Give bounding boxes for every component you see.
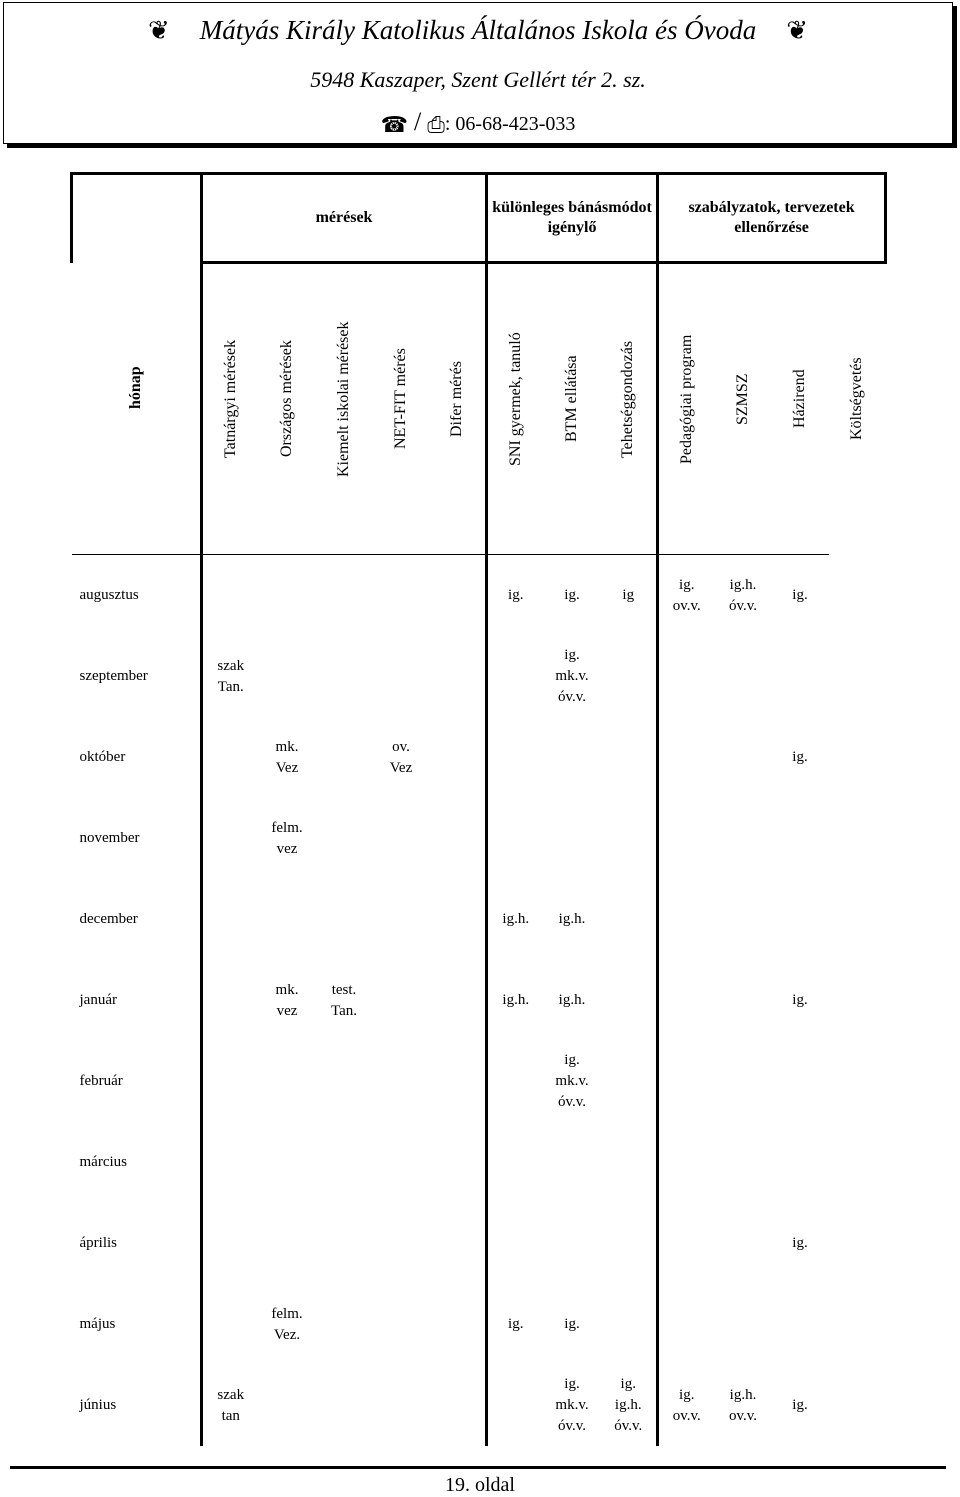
col-header-tehetseg — [601, 263, 658, 555]
table-cell — [544, 798, 601, 879]
table-cell: ig.h. ov.v. — [728, 1386, 758, 1424]
table-cell: ig.h. — [558, 992, 586, 1008]
table-row — [72, 1203, 886, 1284]
table-cell — [202, 798, 259, 879]
table-cell — [430, 1122, 487, 1203]
phone-icon: ☎ — [380, 112, 408, 137]
table-cell: szak tan — [202, 1365, 259, 1446]
table-cell — [430, 1041, 487, 1122]
table-cell — [544, 717, 601, 798]
table-cell — [658, 1203, 715, 1284]
table-cell — [202, 1041, 259, 1122]
col-header-label: Difer mérés — [448, 361, 466, 437]
col-header-szmsz — [715, 263, 772, 555]
table-cell — [772, 1041, 829, 1122]
table-cell — [772, 1122, 829, 1203]
table-cell: ig. mk.v. óv.v. — [555, 647, 589, 705]
schedule-body — [72, 555, 886, 1447]
table-cell — [202, 960, 259, 1041]
table-cell — [430, 717, 487, 798]
table-cell — [430, 798, 487, 879]
month-cell: február — [79, 1073, 123, 1089]
table-row — [72, 1284, 886, 1365]
col-header-pedagogiai — [658, 263, 715, 555]
table-cell — [601, 960, 658, 1041]
table-cell: ig. — [792, 1397, 808, 1413]
table-cell — [601, 879, 658, 960]
month-cell: június — [79, 1397, 117, 1413]
phone-fax-separator: / — [414, 107, 422, 136]
table-cell — [202, 555, 259, 637]
table-cell — [259, 555, 316, 637]
table-cell — [487, 717, 544, 798]
table-cell — [373, 555, 430, 637]
table-row — [72, 798, 886, 879]
col-header-netfit — [373, 263, 430, 555]
col-header-label: SZMSZ — [734, 373, 752, 425]
col-header-label: NET-FIT mérés — [392, 348, 409, 450]
table-cell — [601, 1122, 658, 1203]
table-cell — [202, 1203, 259, 1284]
col-header-label: Pedagógiai program — [677, 334, 695, 464]
table-cell — [715, 1203, 772, 1284]
table-cell: szak Tan. — [202, 636, 259, 717]
table-cell: ig. — [544, 555, 601, 637]
group-header-szabalyzatok: szabályzatok, tervezetek ellenőrzése — [658, 174, 886, 263]
table-cell: ig. mk.v. óv.v. — [555, 1052, 589, 1110]
table-cell — [715, 636, 772, 717]
table-cell — [715, 798, 772, 879]
col-header-koltsegvetes — [829, 263, 886, 555]
table-cell — [373, 1122, 430, 1203]
table-cell — [259, 1203, 316, 1284]
table-cell: ig. — [564, 1316, 580, 1332]
table-cell — [772, 798, 829, 879]
table-cell: ig. mk.v. óv.v. — [555, 1376, 589, 1434]
table-cell — [487, 1365, 544, 1446]
table-cell — [373, 1284, 430, 1365]
table-cell — [430, 879, 487, 960]
table-cell: felm. Vez. — [271, 1305, 303, 1343]
column-header-row — [72, 263, 886, 555]
fax-icon: ⎙ — [427, 112, 445, 137]
table-cell — [715, 1041, 772, 1122]
table-row — [72, 879, 886, 960]
ornament-right-icon: ❦ — [786, 16, 809, 45]
col-header-label: SNI gyermek, tanuló — [506, 332, 524, 466]
col-header-sni — [487, 263, 544, 555]
header-blank-cell — [72, 174, 202, 263]
table-cell — [316, 1041, 373, 1122]
table-row — [72, 1041, 886, 1122]
table-cell: ig.h. — [558, 911, 586, 927]
table-cell: ig — [601, 555, 658, 637]
table-row — [72, 555, 886, 637]
school-address: 5948 Kaszaper, Szent Gellért tér 2. sz. — [310, 67, 646, 92]
col-header-label: Kiemelt iskolai mérések — [335, 321, 352, 477]
table-cell — [601, 1203, 658, 1284]
month-cell: október — [79, 749, 126, 765]
table-cell — [430, 1203, 487, 1284]
table-cell — [430, 636, 487, 717]
schedule-table — [70, 172, 887, 1446]
table-cell: ig. — [792, 1235, 808, 1251]
table-cell: felm. vez — [271, 819, 303, 857]
col-header-label: Tatnárgyi mérések — [221, 339, 239, 459]
col-header-difer — [430, 263, 487, 555]
table-cell — [202, 1284, 259, 1365]
table-cell — [772, 879, 829, 960]
table-row — [72, 960, 886, 1041]
table-cell — [373, 879, 430, 960]
table-cell — [601, 636, 658, 717]
table-cell — [487, 1122, 544, 1203]
table-cell — [658, 1041, 715, 1122]
table-cell — [658, 879, 715, 960]
table-cell — [202, 717, 259, 798]
table-cell — [601, 798, 658, 879]
table-cell — [715, 960, 772, 1041]
table-cell — [373, 1203, 430, 1284]
table-cell — [202, 879, 259, 960]
phone-number: 06-68-423-033 — [455, 113, 576, 135]
phone-line — [4, 107, 952, 138]
col-header-btm — [544, 263, 601, 555]
table-cell — [487, 1203, 544, 1284]
col-header-label: Házirend — [791, 369, 809, 429]
footer-rule — [10, 1466, 946, 1469]
table-cell — [373, 960, 430, 1041]
col-header-label: Költségvetés — [848, 357, 866, 441]
table-cell — [430, 555, 487, 637]
table-cell — [202, 1122, 259, 1203]
table-row — [72, 717, 886, 798]
ornament-left-icon: ❦ — [147, 16, 170, 45]
col-header-kiemelt — [316, 263, 373, 555]
col-header-orszagos — [259, 263, 316, 555]
table-cell: mk. vez — [275, 981, 299, 1019]
table-cell — [259, 879, 316, 960]
table-cell — [259, 1365, 316, 1446]
table-cell: mk. Vez — [275, 738, 299, 776]
month-cell: november — [79, 830, 140, 846]
table-cell — [601, 1041, 658, 1122]
school-name-line — [4, 15, 952, 46]
table-cell: ig. — [792, 992, 808, 1008]
table-cell — [772, 1284, 829, 1365]
table-cell — [316, 1284, 373, 1365]
col-header-label: hónap — [126, 366, 144, 409]
col-header-label: Tehetséggondozás — [619, 340, 637, 458]
table-cell — [487, 798, 544, 879]
month-cell: szeptember — [79, 668, 148, 684]
table-cell — [658, 1122, 715, 1203]
table-cell — [772, 636, 829, 717]
table-cell — [430, 1365, 487, 1446]
table-cell: ig. ov.v. — [658, 1365, 715, 1446]
phone-colon: : — [444, 113, 451, 135]
table-cell — [430, 960, 487, 1041]
table-cell — [601, 1284, 658, 1365]
month-cell: április — [79, 1235, 117, 1251]
table-cell — [259, 1041, 316, 1122]
table-cell — [316, 1365, 373, 1446]
table-cell: ig. — [772, 555, 829, 637]
table-cell — [316, 1203, 373, 1284]
col-header-label: BTM ellátása — [563, 355, 581, 443]
letterhead — [3, 2, 953, 144]
table-cell — [544, 1203, 601, 1284]
table-cell: ig. — [487, 1284, 544, 1365]
table-cell — [715, 1284, 772, 1365]
table-cell — [316, 879, 373, 960]
month-cell: december — [79, 911, 138, 927]
col-header-hazirend — [772, 263, 829, 555]
table-cell — [316, 717, 373, 798]
table-cell: ig.h. — [487, 879, 544, 960]
month-cell: május — [79, 1316, 116, 1332]
table-cell — [316, 798, 373, 879]
col-header-tantargyi — [202, 263, 259, 555]
table-cell — [259, 636, 316, 717]
table-cell: ig. — [792, 749, 808, 765]
table-cell — [544, 1122, 601, 1203]
col-header-honap — [72, 263, 202, 555]
month-cell: január — [79, 992, 117, 1008]
group-header-kulonleges: különleges bánásmódot igénylő — [487, 174, 658, 263]
table-cell — [715, 879, 772, 960]
table-cell — [430, 1284, 487, 1365]
table-cell — [658, 717, 715, 798]
table-cell: ov. Vez — [389, 738, 413, 776]
table-cell — [487, 1041, 544, 1122]
month-cell: március — [79, 1154, 127, 1170]
group-header-meresek: mérések — [202, 174, 487, 263]
table-cell — [658, 1284, 715, 1365]
table-cell: ig.h. óv.v. — [715, 555, 772, 637]
table-row — [72, 1365, 886, 1446]
col-header-label: Országos mérések — [278, 340, 295, 458]
table-cell: test. Tan. — [330, 981, 358, 1019]
school-name: Mátyás Király Katolikus Általános Iskola és Óvoda — [199, 15, 757, 45]
table-row — [72, 1122, 886, 1203]
table-cell — [658, 798, 715, 879]
table-cell — [316, 636, 373, 717]
table-cell — [259, 1122, 316, 1203]
group-header-row — [72, 174, 886, 263]
table-cell — [373, 798, 430, 879]
table-cell — [601, 717, 658, 798]
table-cell — [658, 960, 715, 1041]
month-cell: augusztus — [72, 555, 202, 637]
table-cell — [658, 636, 715, 717]
table-cell — [373, 636, 430, 717]
table-cell — [316, 1122, 373, 1203]
table-cell: ig. ov.v. — [658, 555, 715, 637]
table-cell: ig. ig.h. óv.v. — [614, 1376, 643, 1434]
table-cell — [715, 1122, 772, 1203]
table-cell — [487, 636, 544, 717]
table-cell — [316, 555, 373, 637]
table-cell — [373, 1041, 430, 1122]
table-row — [72, 636, 886, 717]
table-cell — [715, 717, 772, 798]
table-cell — [373, 1365, 430, 1446]
table-cell: ig. — [487, 555, 544, 637]
table-cell: ig.h. — [487, 960, 544, 1041]
page-number: 19. oldal — [445, 1474, 515, 1496]
